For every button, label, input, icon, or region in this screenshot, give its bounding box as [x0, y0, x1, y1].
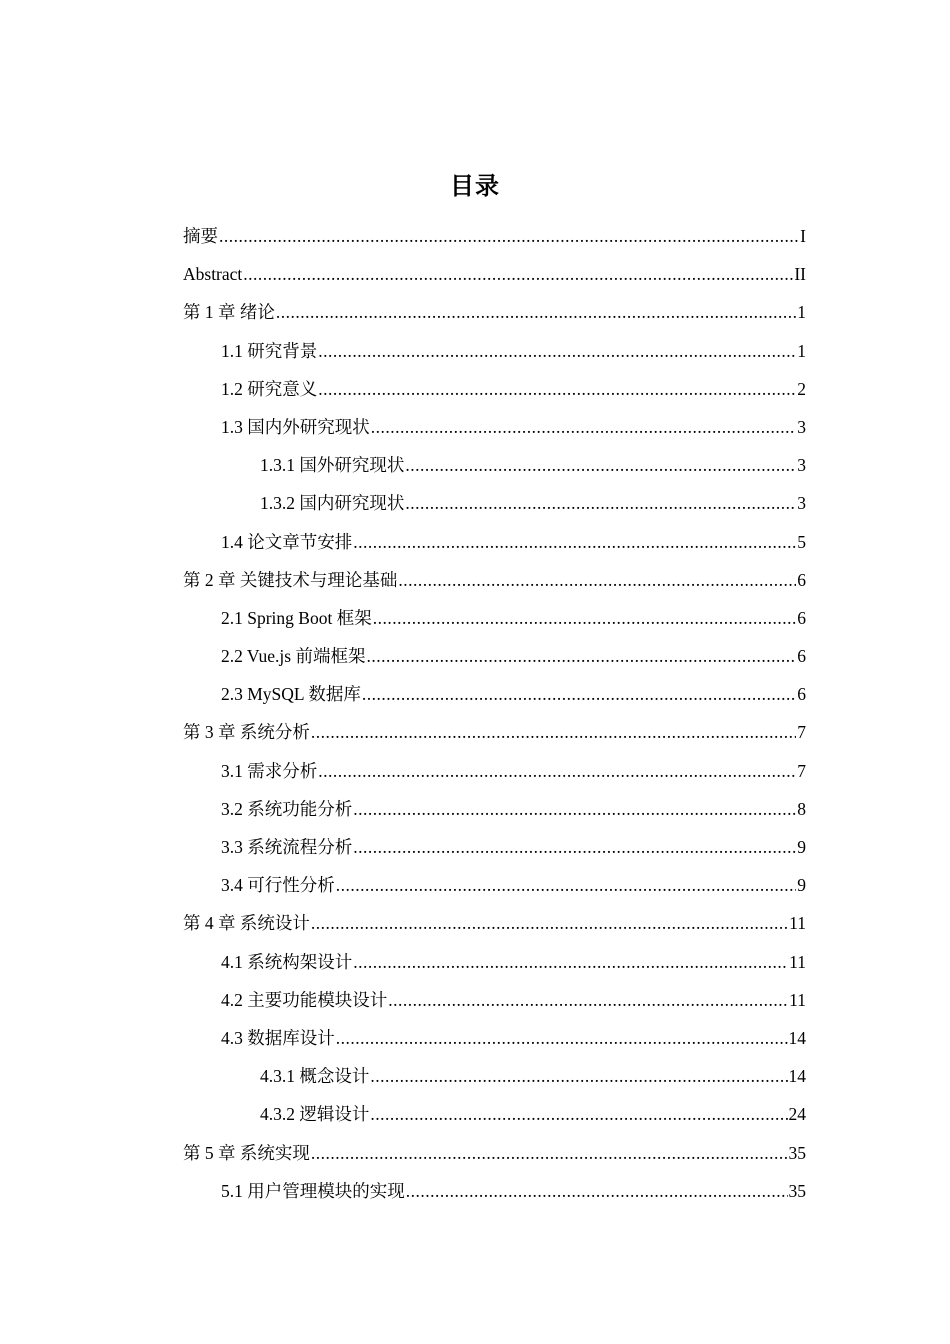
toc-page-number: 6	[797, 569, 806, 590]
toc-page-number: I	[800, 226, 806, 246]
toc-entry[interactable]	[183, 904, 806, 942]
toc-entry[interactable]	[183, 828, 806, 866]
toc-dot-leader	[336, 866, 797, 904]
toc-page-number: 1	[797, 340, 806, 361]
toc-dot-leader	[311, 904, 788, 942]
toc-entry[interactable]	[183, 599, 806, 637]
toc-dot-leader	[373, 599, 797, 637]
toc-dot-leader	[311, 713, 796, 751]
toc-entry-label: 4.3 数据库设计	[221, 1027, 335, 1048]
toc-entry[interactable]	[183, 523, 806, 561]
toc-dot-leader	[405, 484, 796, 522]
toc-entry[interactable]	[183, 790, 806, 828]
toc-entry-label: 第 3 章 系统分析	[183, 722, 310, 743]
toc-entry-label: 4.3.1 概念设计	[260, 1066, 370, 1087]
toc-entry-label: 第 2 章 关键技术与理论基础	[183, 569, 398, 590]
toc-entry[interactable]	[183, 1134, 806, 1172]
toc-entry-label: 2.2 Vue.js 前端框架	[221, 646, 366, 667]
toc-dot-leader	[336, 1019, 788, 1057]
toc-page-number: II	[794, 264, 806, 285]
toc-entry-label: 3.2 系统功能分析	[221, 798, 353, 819]
toc-page-number: 11	[789, 989, 806, 1010]
toc-page-number: 3	[797, 455, 806, 476]
toc-entry[interactable]	[183, 484, 806, 522]
toc-page-number: 3	[797, 416, 806, 437]
toc-entry[interactable]	[183, 332, 806, 370]
toc-entry[interactable]	[183, 1057, 806, 1095]
toc-dot-leader	[276, 293, 796, 331]
toc-page-number: 6	[797, 607, 806, 628]
toc-page-number: 7	[797, 722, 806, 743]
toc-entry-label: 3.4 可行性分析	[221, 875, 335, 896]
toc-page-number: 3	[797, 493, 806, 514]
toc-dot-leader	[398, 561, 796, 599]
page-title: 目录	[450, 172, 500, 201]
toc-dot-leader	[318, 332, 796, 370]
toc-dot-leader	[362, 675, 796, 713]
toc-entry-label: 3.1 需求分析	[221, 760, 318, 781]
toc-entry[interactable]	[183, 370, 806, 408]
toc-dot-leader	[370, 1057, 787, 1095]
toc-entry-label: 1.1 研究背景	[221, 340, 318, 361]
toc-entry[interactable]	[183, 1019, 806, 1057]
toc-entry[interactable]	[183, 446, 806, 484]
toc-page-number: 14	[788, 1027, 806, 1048]
toc-page-number: 35	[788, 1180, 806, 1201]
toc-dot-leader	[311, 1134, 788, 1172]
toc-entry[interactable]	[183, 1095, 806, 1133]
toc-entry-label: 5.1 用户管理模块的实现	[221, 1180, 405, 1201]
toc-entry-label: 2.3 MySQL 数据库	[221, 684, 361, 705]
toc-entry-label: 摘要	[183, 226, 218, 246]
toc-page-number: 9	[797, 875, 806, 896]
toc-dot-leader	[318, 370, 796, 408]
toc-entry-label: 2.1 Spring Boot 框架	[221, 607, 372, 628]
toc-page-number: 9	[797, 837, 806, 857]
toc-entry[interactable]	[183, 561, 806, 599]
toc-entry-label: 第 1 章 绪论	[183, 302, 275, 323]
toc-entry[interactable]	[183, 866, 806, 904]
toc-entry-label: 3.3 系统流程分析	[221, 837, 353, 857]
toc-page-number: 6	[797, 646, 806, 667]
toc-entry-label: 4.2 主要功能模块设计	[221, 989, 388, 1010]
toc-dot-leader	[353, 943, 788, 981]
toc-entry-label: 4.1 系统构架设计	[221, 951, 353, 972]
toc-entry[interactable]	[183, 255, 806, 293]
toc-dot-leader	[353, 523, 796, 561]
toc-entry[interactable]	[183, 408, 806, 446]
toc-entry-label: 第 5 章 系统实现	[183, 1142, 310, 1163]
toc-page-number: 7	[797, 760, 806, 781]
toc-dot-leader	[353, 828, 796, 866]
toc-entry[interactable]	[183, 981, 806, 1019]
toc-page-number: 5	[797, 531, 806, 552]
toc-dot-leader	[219, 217, 799, 255]
toc-entry[interactable]	[183, 752, 806, 790]
toc-page-number: 8	[797, 798, 806, 819]
toc-entry-label: Abstract	[183, 264, 243, 285]
toc-dot-leader	[405, 446, 796, 484]
toc-dot-leader	[243, 255, 793, 293]
toc-page-number: 2	[797, 378, 806, 399]
toc-entry[interactable]	[183, 713, 806, 751]
toc-dot-leader	[318, 752, 796, 790]
toc-page-number: 1	[797, 302, 806, 323]
toc-entry[interactable]	[183, 943, 806, 981]
toc-page-number: 6	[797, 684, 806, 705]
toc-entry-label: 1.2 研究意义	[221, 378, 318, 399]
toc-dot-leader	[388, 981, 788, 1019]
toc-entry[interactable]	[183, 675, 806, 713]
toc-dot-leader	[353, 790, 796, 828]
toc-entry-label: 4.3.2 逻辑设计	[260, 1104, 370, 1125]
toc-dot-leader	[370, 1095, 787, 1133]
table-of-contents	[183, 217, 806, 1210]
toc-dot-leader	[406, 1172, 788, 1210]
toc-entry[interactable]	[183, 1172, 806, 1210]
toc-entry-label: 1.4 论文章节安排	[221, 531, 353, 552]
toc-entry-label: 1.3.1 国外研究现状	[260, 455, 405, 476]
toc-entry-label: 第 4 章 系统设计	[183, 913, 310, 934]
toc-dot-leader	[366, 637, 796, 675]
toc-entry[interactable]	[183, 217, 806, 255]
toc-entry-label: 1.3 国内外研究现状	[221, 416, 370, 437]
toc-entry-label: 1.3.2 国内研究现状	[260, 493, 405, 514]
toc-entry[interactable]	[183, 293, 806, 331]
toc-dot-leader	[371, 408, 797, 446]
toc-page-number: 11	[789, 951, 806, 972]
toc-page-number: 11	[789, 913, 806, 934]
toc-page-number: 24	[788, 1104, 806, 1125]
toc-page-number: 35	[788, 1142, 806, 1163]
toc-entry[interactable]	[183, 637, 806, 675]
toc-page-number: 14	[788, 1066, 806, 1087]
